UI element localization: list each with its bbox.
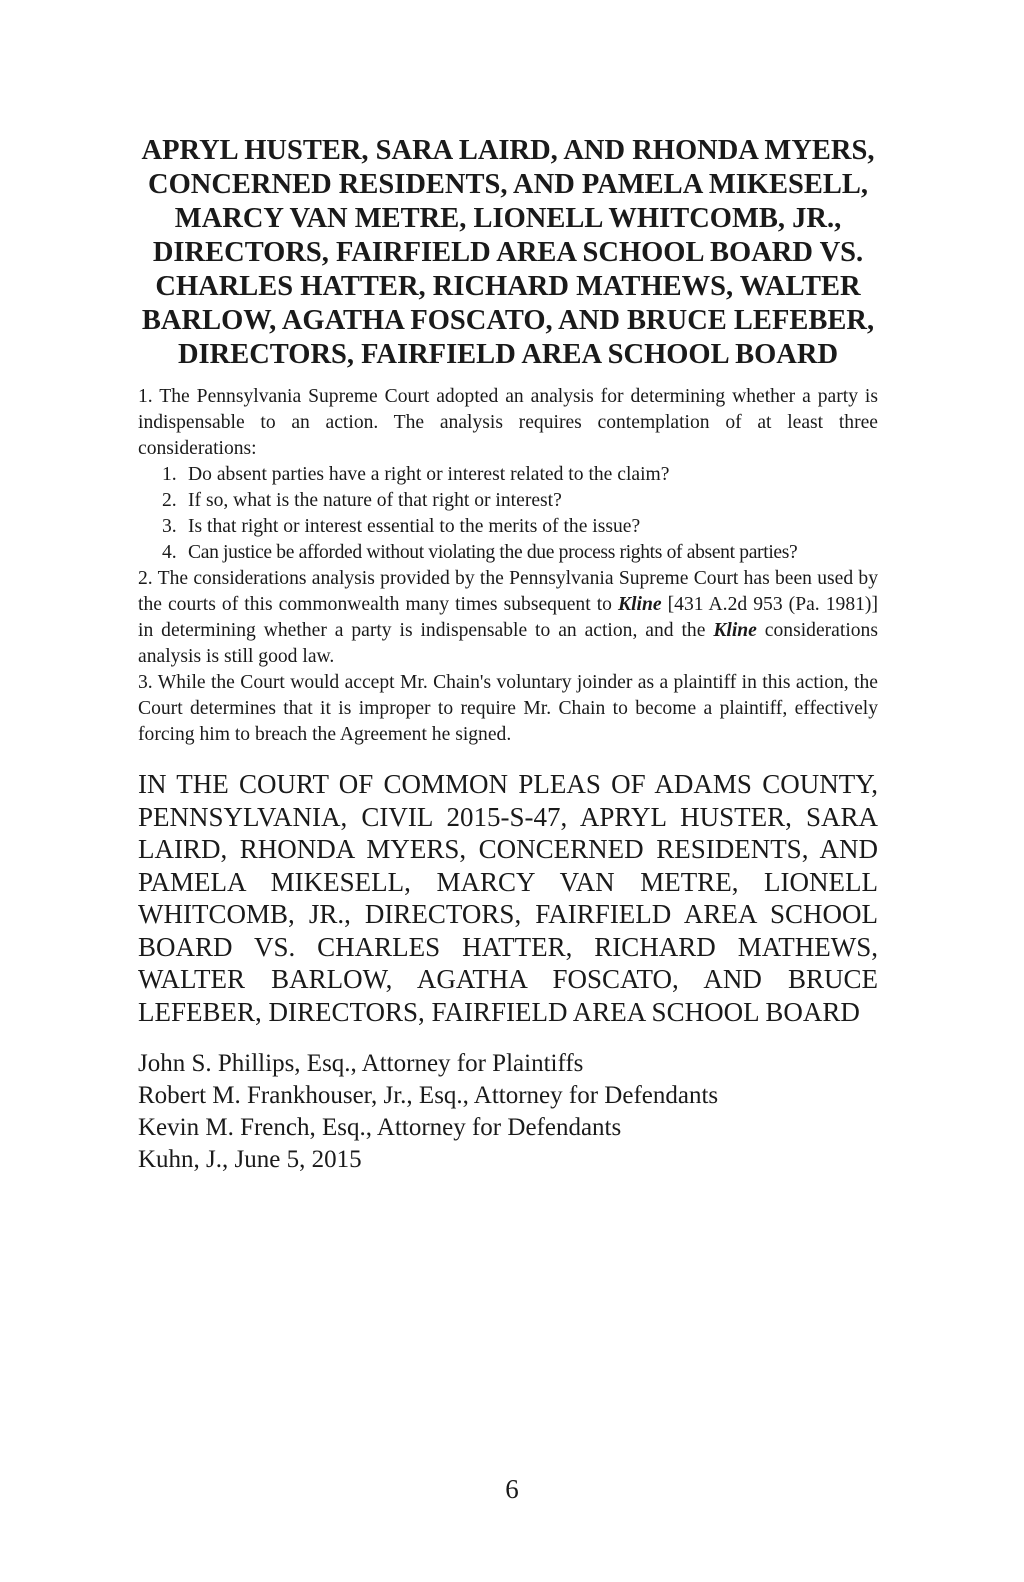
list-item bbox=[162, 462, 878, 488]
list-item-number: 3. bbox=[162, 516, 177, 537]
list-item-text: Do absent parties have a right or interest related to the claim? bbox=[188, 464, 670, 485]
counsel-block bbox=[138, 1048, 878, 1176]
list-item-number: 4. bbox=[162, 542, 177, 563]
caption-title-line: APRYL HUSTER, SARA LAIRD, AND RHONDA MYERS, bbox=[141, 135, 875, 166]
headnote-2-text: 2. The considerations analysis provided by the Pennsylvania Supreme Court has been used by the courts of this commonwealth many times subsequent to bbox=[138, 568, 878, 615]
page-number: 6 bbox=[505, 1474, 519, 1504]
caption-title-line: MARCY VAN METRE, LIONELL WHITCOMB, JR., bbox=[174, 203, 842, 234]
headnotes bbox=[138, 384, 878, 748]
document-page bbox=[138, 134, 878, 1176]
list-item-text: Is that right or interest essential to the merits of the issue? bbox=[188, 516, 641, 537]
headnote-2-text: [431 A.2d 953 (Pa. 1981)] in determining whether a party is indispensable to an action, and the bbox=[138, 594, 878, 641]
list-item bbox=[162, 540, 878, 566]
list-item bbox=[162, 488, 878, 514]
judge-date-line: Kuhn, J., June 5, 2015 bbox=[138, 1146, 362, 1173]
counsel-line: Kevin M. French, Esq., Attorney for Defendants bbox=[138, 1114, 622, 1141]
headnote-2 bbox=[138, 566, 878, 670]
caption-title-line: CHARLES HATTER, RICHARD MATHEWS, WALTER bbox=[155, 271, 861, 302]
list-item-number: 1. bbox=[162, 464, 177, 485]
list-item-number: 2. bbox=[162, 490, 177, 511]
headnote-1: 1. The Pennsylvania Supreme Court adopted an analysis for determining whether a party is indispensable to an action. The analysis requires contemplation of at least three considerations: bbox=[138, 386, 878, 459]
caption-title bbox=[138, 134, 878, 372]
caption-title-line: CONCERNED RESIDENTS, AND PAMELA MIKESELL, bbox=[147, 169, 868, 200]
caption-title-line: BARLOW, AGATHA FOSCATO, AND BRUCE LEFEBER, bbox=[141, 305, 875, 336]
counsel-line: Robert M. Frankhouser, Jr., Esq., Attorney for Defendants bbox=[138, 1082, 719, 1109]
counsel-line: John S. Phillips, Esq., Attorney for Plaintiffs bbox=[138, 1050, 584, 1077]
list-item-text: Can justice be afforded without violating the due process rights of absent parties? bbox=[188, 542, 798, 563]
considerations-list bbox=[138, 462, 878, 566]
caption-title-line: DIRECTORS, FAIRFIELD AREA SCHOOL BOARD bbox=[177, 339, 839, 370]
list-item bbox=[162, 514, 878, 540]
case-name: Kline bbox=[618, 594, 662, 615]
case-caption: IN THE COURT OF COMMON PLEAS OF ADAMS COUNTY, PENNSYLVANIA, CIVIL 2015-S-47, APRYL HUSTER, SARA LAIRD, RHONDA MYERS, CONCERNED RESIDENTS, AND PAMELA MIKESELL, MARCY VAN METRE, LIONELL WHITCOMB, JR., DIRECTORS, FAIRFIELD AREA SCHOOL BOARD VS. CHARLES HATTER, RICHARD MATHEWS, WALTER BARLOW, AGATHA FOSCATO, AND BRUCE LEFEBER, DIRECTORS, FAIRFIELD AREA SCHOOL BOARD bbox=[138, 769, 878, 1027]
list-item-text: If so, what is the nature of that right or interest? bbox=[188, 490, 562, 511]
caption-title-line: DIRECTORS, FAIRFIELD AREA SCHOOL BOARD VS. bbox=[152, 237, 864, 268]
case-name: Kline bbox=[713, 620, 757, 641]
headnote-3: 3. While the Court would accept Mr. Chain's voluntary joinder as a plaintiff in this action, the Court determines that it is improper to require Mr. Chain to become a plaintiff, effectively forcing him to breach the Agreement he signed. bbox=[138, 672, 878, 745]
headnote-2-text: considerations analysis is still good law. bbox=[138, 620, 878, 667]
